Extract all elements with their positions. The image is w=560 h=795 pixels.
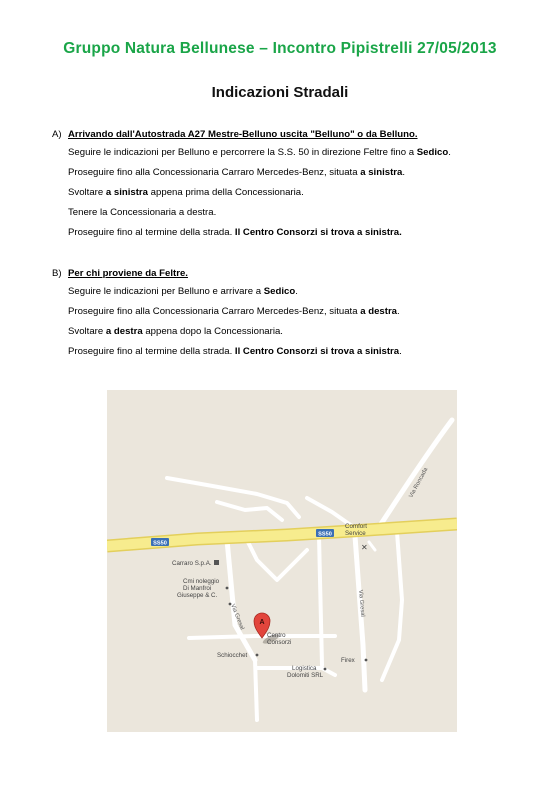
direction-line [52, 342, 552, 362]
line-end: . [448, 147, 451, 158]
line-text: Seguire le indicazioni per Belluno e percorrere la S.S. 50 in direzione Feltre fino a [68, 147, 417, 158]
poi-dot [365, 659, 368, 662]
label-schiocchet: Schiocchet [217, 652, 248, 659]
section-b-heading: Per chi proviene da Feltre. [68, 267, 188, 279]
car-dealer-icon [214, 560, 219, 565]
label-centro-2: Consorzi [267, 639, 292, 646]
direction-line [52, 223, 552, 243]
label-logistica-1: Logistica [292, 665, 317, 672]
line-bold: a destra [105, 326, 143, 337]
section-a-heading: Arrivando dall'Autostrada A27 Mestre-Belluno uscita "Belluno" o da Belluno. [68, 128, 418, 140]
label-cmi-1: Cmi noleggio [183, 578, 220, 585]
label-cmi-2: Di Manfroi [183, 585, 212, 592]
label-centro-1: Centro [267, 632, 286, 639]
line-pre: Svoltare [68, 326, 106, 337]
poi-dot [256, 654, 259, 657]
label-via-gresal-right: Via Gresal [357, 589, 366, 618]
direction-line [52, 143, 552, 163]
road-shield-right-label: SS50 [318, 531, 332, 538]
label-carraro: Carraro S.p.A. [172, 560, 212, 567]
line-text: Proseguire fino al termine della strada. [68, 227, 235, 238]
poi-dot [226, 587, 229, 590]
line-text: Proseguire fino alla Concessionaria Carraro Mercedes-Benz, situata [68, 167, 361, 178]
section-title: Indicazioni Stradali [211, 84, 349, 101]
line-bold: Sedico [416, 147, 449, 158]
directions-section-a [52, 125, 552, 243]
line-bold: Il Centro Consorzi si trova a sinistra. [234, 227, 402, 238]
section-a-letter: A) [52, 128, 62, 140]
label-via-gresal-left: Via Gresal [229, 603, 245, 631]
line-text: Seguire le indicazioni per Belluno e arrivare a [68, 286, 264, 297]
line-end: . [397, 306, 400, 317]
line-end: . [402, 167, 406, 178]
section-b-letter: B) [52, 267, 62, 279]
location-map[interactable] [107, 390, 457, 732]
section-b-header [52, 264, 552, 282]
line-end: . [399, 346, 402, 357]
label-cmi-3: Giuseppe & C. [177, 592, 218, 599]
direction-line [52, 183, 552, 203]
directions-section-b [52, 264, 552, 362]
line-end: . [295, 286, 298, 297]
line-bold: Il Centro Consorzi si trova a sinistra [234, 346, 400, 357]
map-land [107, 390, 457, 732]
line-text: appena dopo la Concessionaria. [142, 326, 283, 337]
label-via-roncada: Via Roncada [408, 466, 430, 499]
line-bold: a sinistra [360, 167, 403, 178]
line-pre: Svoltare [68, 187, 106, 198]
line-text: Tenere la Concessionaria a destra. [68, 207, 217, 218]
line-text: Proseguire fino al termine della strada. [68, 346, 235, 357]
direction-line [52, 302, 552, 322]
road-shield-left-label: SS50 [153, 540, 167, 547]
fork-knife-icon: ✕ [361, 543, 368, 552]
direction-line [52, 282, 552, 302]
label-comfort-service-1: Comfort [345, 523, 368, 530]
marker-letter: A [259, 619, 265, 626]
map-canvas[interactable] [107, 390, 457, 732]
line-bold: Sedico [263, 286, 296, 297]
line-bold: a sinistra [105, 187, 149, 198]
section-a-header [52, 125, 552, 143]
poi-dot [324, 668, 327, 671]
label-firex: Firex [341, 657, 355, 664]
line-text: appena prima della Concessionaria. [148, 187, 304, 198]
line-bold: a destra [360, 306, 398, 317]
label-logistica-2: Dolomiti SRL [287, 672, 324, 679]
line-text: Proseguire fino alla Concessionaria Carraro Mercedes-Benz, situata [68, 306, 361, 317]
document-title: Gruppo Natura Bellunese – Incontro Pipistrelli 27/05/2013 [63, 40, 497, 57]
label-comfort-service-2: Service [345, 530, 366, 537]
direction-line [52, 322, 552, 342]
direction-line [52, 163, 552, 183]
direction-line [52, 203, 552, 223]
